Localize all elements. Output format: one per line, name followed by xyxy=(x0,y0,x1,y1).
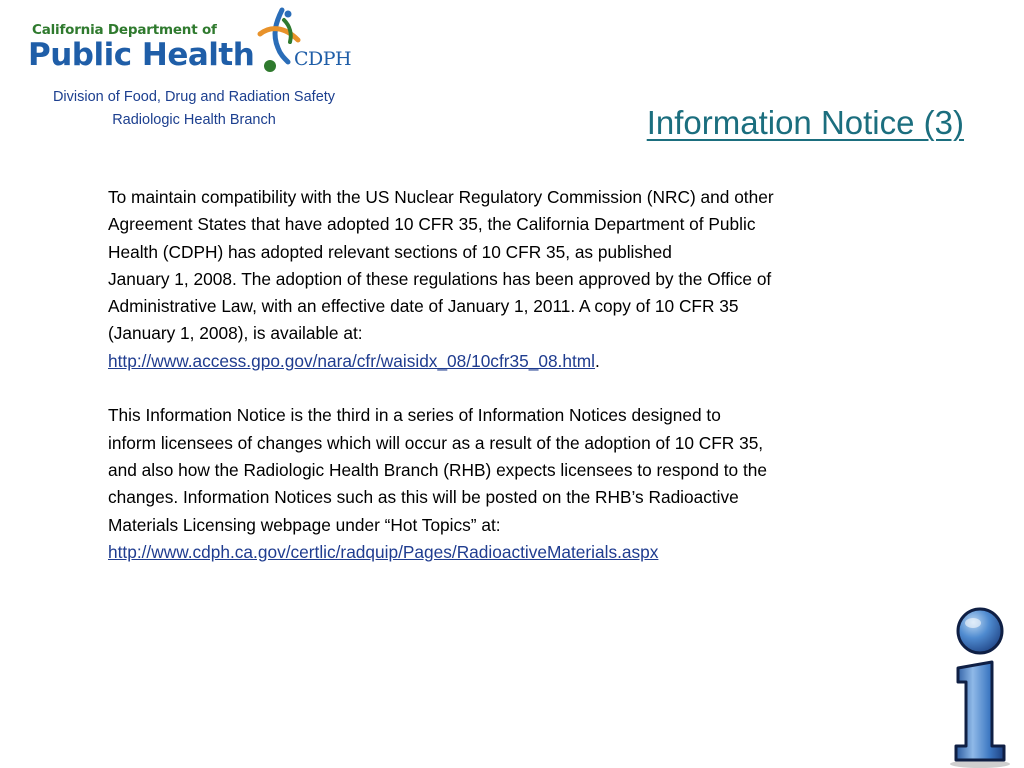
paragraph-1-line: To maintain compatibility with the US Nuclear Regulatory Commission (NRC) and other xyxy=(108,187,774,207)
logo-abbr: CDPH xyxy=(294,48,352,70)
logo-org-big: Public Health xyxy=(28,37,255,73)
branch-name: Radiologic Health Branch xyxy=(112,112,276,128)
paragraph-2-line: Materials Licensing webpage under “Hot Topics” at: xyxy=(108,514,501,535)
division-block xyxy=(0,86,388,132)
paragraph-1 xyxy=(108,184,928,375)
logo-org-small: California Department of xyxy=(32,22,217,38)
paragraph-1-line: Administrative Law, with an effective date of January 1, 2011. A copy of 10 CFR 35 xyxy=(108,296,739,317)
paragraph-2-line: This Information Notice is the third in a series of Information Notices designed to xyxy=(108,405,721,426)
paragraph-1-line: January 1, 2008. The adoption of these regulations has been approved by the Office of xyxy=(108,268,772,289)
paragraph-1-line: Agreement States that have adopted 10 CFR 35, the California Department of Public xyxy=(108,214,756,235)
paragraph-1-line: Health (CDPH) has adopted relevant sections of 10 CFR 35, as published xyxy=(108,241,672,262)
info-icon xyxy=(944,604,1016,768)
paragraph-2 xyxy=(108,402,928,566)
paragraph-2-line: and also how the Radiologic Health Branch (RHB) expects licensees to respond to the xyxy=(108,459,767,480)
paragraph-2-line: inform licensees of changes which will occur as a result of the adoption of 10 CFR 35, xyxy=(108,432,764,453)
cdph-logo xyxy=(28,4,358,84)
paragraph-2-line: changes. Information Notices such as this will be posted on the RHB’s Radioactive xyxy=(108,487,739,508)
figure-icon xyxy=(254,4,310,84)
slide-title: Information Notice (3) xyxy=(646,104,964,141)
notice-body xyxy=(108,184,928,566)
rhb-materials-link[interactable]: http://www.cdph.ca.gov/certlic/radquip/Pages/RadioactiveMaterials.aspx xyxy=(108,541,659,562)
paragraph-gap xyxy=(108,375,928,402)
paragraph-1-line: (January 1, 2008), is available at: xyxy=(108,323,363,344)
nrc-cfr-link[interactable]: http://www.access.gpo.gov/nara/cfr/waisidx_08/10cfr35_08.html xyxy=(108,350,596,371)
link-suffix: . xyxy=(595,350,600,371)
division-name: Division of Food, Drug and Radiation Safety xyxy=(52,89,336,105)
